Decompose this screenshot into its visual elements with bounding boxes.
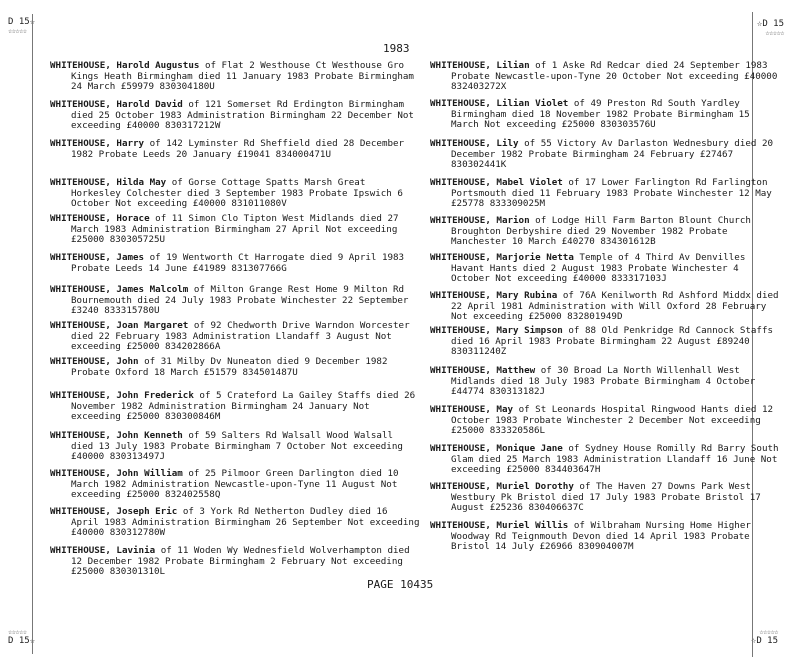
entry-given-names: John bbox=[116, 356, 139, 367]
entry-given-names: Joan Margaret bbox=[116, 320, 189, 331]
entry-surname: WHITEHOUSE, bbox=[430, 481, 491, 492]
entry-given-names: Lily bbox=[496, 138, 519, 149]
probate-entry bbox=[430, 99, 782, 131]
entry-given-names: Monique Jane bbox=[496, 443, 563, 454]
probate-entry bbox=[50, 61, 420, 93]
entry-details: of 11 Simon Clo Tipton West Midlands died 27 March 1983 Administration Birmingham 27 April Not exceeding £25000 830305725U bbox=[71, 213, 399, 245]
entry-details: of 142 Lyminster Rd Sheffield died 28 December 1982 Probate Leeds 20 January £19041 834000471U bbox=[71, 138, 405, 160]
probate-entry bbox=[430, 366, 782, 398]
entry-details: of 31 Milby Dv Nuneaton died 9 December 1982 Probate Oxford 18 March £51579 834501487U bbox=[71, 356, 388, 378]
entry-surname: WHITEHOUSE, bbox=[50, 468, 111, 479]
probate-entry bbox=[50, 357, 420, 378]
entry-given-names: Harold Augustus bbox=[116, 60, 200, 71]
entry-details: of 5 Crateford La Gailey Staffs died 26 November 1982 Administration Birmingham 24 January Not exceeding £25000 830300846M bbox=[71, 390, 416, 422]
entry-surname: WHITEHOUSE, bbox=[50, 177, 111, 188]
entry-details: of Lodge Hill Farm Barton Blount Church Broughton Derbyshire died 29 November 1982 Probate Manchester 10 March £40270 834301612B bbox=[451, 215, 751, 247]
entry-given-names: Matthew bbox=[496, 365, 536, 376]
probate-entry bbox=[50, 507, 420, 539]
entry-surname: WHITEHOUSE, bbox=[50, 390, 111, 401]
probate-entry bbox=[50, 469, 420, 501]
probate-entry bbox=[430, 139, 782, 171]
probate-entry bbox=[50, 285, 420, 317]
probate-entry bbox=[430, 291, 782, 323]
entry-surname: WHITEHOUSE, bbox=[430, 290, 491, 301]
entry-given-names: Lavinia bbox=[116, 545, 156, 556]
entry-details: of 59 Salters Rd Walsall Wood Walsall died 13 July 1983 Probate Birmingham 7 October Not exceeding £40000 830313497J bbox=[71, 430, 403, 462]
entry-details: of 3 York Rd Netherton Dudley died 16 April 1983 Administration Birmingham 26 September Not exceeding £40000 830312780W bbox=[71, 506, 420, 538]
entry-surname: WHITEHOUSE, bbox=[50, 99, 111, 110]
entry-details: of 19 Wentworth Ct Harrogate died 9 April 1983 Probate Leeds 14 June £41989 831307766G bbox=[71, 252, 405, 274]
entry-details: of 1 Aske Rd Redcar died 24 September 1983 Probate Newcastle-upon-Tyne 20 October Not exceeding £40000 832403272X bbox=[451, 60, 778, 92]
corner-mark-top-right bbox=[757, 20, 784, 38]
entry-details: of Wilbraham Nursing Home Higher Woodway Rd Teignmouth Devon died 14 April 1983 Probate Bristol 14 July £26966 830904007M bbox=[451, 520, 751, 552]
probate-entry bbox=[430, 61, 782, 93]
page-edge-rule-left bbox=[32, 14, 33, 654]
entry-surname: WHITEHOUSE, bbox=[430, 252, 491, 263]
entry-details: of St Leonards Hospital Ringwood Hants died 12 October 1983 Probate Winchester 2 December Not exceeding £25000 833320586L bbox=[451, 404, 774, 436]
corner-stars: ☆☆☆☆☆ bbox=[765, 29, 784, 37]
entry-given-names: Muriel Dorothy bbox=[496, 481, 574, 492]
entry-surname: WHITEHOUSE, bbox=[50, 506, 111, 517]
probate-entry bbox=[50, 321, 420, 353]
probate-entry bbox=[430, 216, 782, 248]
probate-entry bbox=[430, 326, 782, 358]
probate-entry bbox=[50, 100, 420, 132]
entry-surname: WHITEHOUSE, bbox=[50, 320, 111, 331]
entry-surname: WHITEHOUSE, bbox=[430, 404, 491, 415]
probate-entry bbox=[50, 178, 420, 210]
corner-code: ☆D 15 bbox=[750, 636, 778, 646]
entry-surname: WHITEHOUSE, bbox=[430, 177, 491, 188]
probate-entry bbox=[50, 391, 420, 423]
entry-given-names: Marjorie Netta bbox=[496, 252, 574, 263]
corner-mark-bottom-right bbox=[751, 628, 778, 646]
entry-surname: WHITEHOUSE, bbox=[50, 430, 111, 441]
entry-surname: WHITEHOUSE, bbox=[430, 98, 491, 109]
entry-given-names: Hilda May bbox=[116, 177, 167, 188]
corner-stars: ☆☆☆☆☆ bbox=[8, 628, 27, 636]
entry-details: of 88 Old Penkridge Rd Cannock Staffs died 16 April 1983 Probate Birmingham 22 August £89240 830311240Z bbox=[451, 325, 774, 357]
entry-surname: WHITEHOUSE, bbox=[430, 60, 491, 71]
entry-surname: WHITEHOUSE, bbox=[50, 213, 111, 224]
corner-code: D 15☆ bbox=[8, 17, 36, 27]
entry-surname: WHITEHOUSE, bbox=[50, 284, 111, 295]
entry-details: of Flat 2 Westhouse Ct Westhouse Gro Kings Heath Birmingham died 11 January 1983 Probate Birmingham 24 March £59979 830304180U bbox=[71, 60, 414, 92]
probate-entry bbox=[50, 253, 420, 274]
corner-code: ☆D 15 bbox=[756, 19, 784, 29]
page-number: PAGE 10435 bbox=[367, 578, 434, 591]
entry-surname: WHITEHOUSE, bbox=[50, 138, 111, 149]
probate-entry bbox=[50, 214, 420, 246]
entry-given-names: Muriel Willis bbox=[496, 520, 569, 531]
entry-given-names: John Kenneth bbox=[116, 430, 183, 441]
entry-given-names: Horace bbox=[116, 213, 150, 224]
probate-entry bbox=[430, 521, 782, 553]
probate-entry bbox=[430, 178, 782, 210]
entry-details: of 49 Preston Rd South Yardley Birmingham died 18 November 1982 Probate Birmingham 15 March Not exceeding £25000 830303576U bbox=[451, 98, 750, 130]
entry-given-names: John William bbox=[116, 468, 183, 479]
entry-surname: WHITEHOUSE, bbox=[50, 252, 111, 263]
entry-given-names: Mary Simpson bbox=[496, 325, 563, 336]
entry-surname: WHITEHOUSE, bbox=[430, 520, 491, 531]
entry-details: of 30 Broad La North Willenhall West Midlands died 18 July 1983 Probate Birmingham 4 October £44774 830313182J bbox=[451, 365, 756, 397]
entry-surname: WHITEHOUSE, bbox=[430, 215, 491, 226]
entry-surname: WHITEHOUSE, bbox=[430, 443, 491, 454]
probate-entry bbox=[50, 431, 420, 463]
entry-surname: WHITEHOUSE, bbox=[430, 365, 491, 376]
entry-details: of 55 Victory Av Darlaston Wednesbury died 20 December 1982 Probate Birmingham 24 February £27467 830302441K bbox=[451, 138, 774, 170]
entry-surname: WHITEHOUSE, bbox=[430, 138, 491, 149]
entry-details: Temple of 4 Third Av Denvilles Havant Hants died 2 August 1983 Probate Winchester 4 October Not exceeding £40000 833317103J bbox=[451, 252, 746, 284]
entry-details: of The Haven 27 Downs Park West Westbury Pk Bristol died 17 July 1983 Probate Bristol 17 August £25236 830406637C bbox=[451, 481, 761, 513]
entry-given-names: Marion bbox=[496, 215, 530, 226]
entry-surname: WHITEHOUSE, bbox=[50, 356, 111, 367]
entry-details: of 17 Lower Farlington Rd Farlington Portsmouth died 11 February 1983 Probate Winchester 12 May £25778 833309025M bbox=[451, 177, 772, 209]
entry-details: of Sydney House Romilly Rd Barry South Glam died 25 March 1983 Administration Llandaff 16 June Not exceeding £25000 834403647H bbox=[451, 443, 779, 475]
corner-stars: ☆☆☆☆☆ bbox=[8, 27, 27, 35]
corner-code: D 15☆ bbox=[8, 636, 36, 646]
entry-given-names: Mabel Violet bbox=[496, 177, 563, 188]
entry-surname: WHITEHOUSE, bbox=[430, 325, 491, 336]
entry-given-names: Lilian bbox=[496, 60, 530, 71]
entry-details: of 92 Chedworth Drive Warndon Worcester died 22 February 1983 Administration Llandaff 3 August Not exceeding £25000 834202866A bbox=[71, 320, 410, 352]
probate-entry bbox=[430, 253, 782, 285]
probate-entry bbox=[430, 405, 782, 437]
entry-details: of 25 Pilmoor Green Darlington died 10 March 1982 Administration Newcastle-upon-Tyne 11 August Not exceeding £25000 832402558Q bbox=[71, 468, 399, 500]
entry-given-names: Mary Rubina bbox=[496, 290, 558, 301]
probate-entry bbox=[50, 546, 420, 578]
entry-surname: WHITEHOUSE, bbox=[50, 545, 111, 556]
entry-given-names: James bbox=[116, 252, 145, 263]
corner-stars: ☆☆☆☆☆ bbox=[759, 628, 778, 636]
entry-details: of 121 Somerset Rd Erdington Birmingham died 25 October 1983 Administration Birmingham 22 December Not exceeding £40000 830317212W bbox=[71, 99, 414, 131]
entry-given-names: Harold David bbox=[116, 99, 183, 110]
entry-given-names: Harry bbox=[116, 138, 145, 149]
entry-given-names: Lilian Violet bbox=[496, 98, 569, 109]
entry-given-names: James Malcolm bbox=[116, 284, 189, 295]
page-year-heading: 1983 bbox=[383, 42, 410, 55]
entry-details: of Gorse Cottage Spatts Marsh Great Horkesley Colchester died 3 September 1983 Probate Ipswich 6 October Not exceeding £40000 831011080V bbox=[71, 177, 403, 209]
entry-given-names: Joseph Eric bbox=[116, 506, 178, 517]
probate-entry bbox=[50, 139, 420, 160]
probate-entry bbox=[430, 444, 782, 476]
entry-given-names: John Frederick bbox=[116, 390, 194, 401]
entry-details: of 76A Kenilworth Rd Ashford Middx died 22 April 1981 Administration with Will Oxford 28 February Not exceeding £25000 832801949D bbox=[451, 290, 779, 322]
entry-surname: WHITEHOUSE, bbox=[50, 60, 111, 71]
probate-entry bbox=[430, 482, 782, 514]
entry-details: of Milton Grange Rest Home 9 Milton Rd Bournemouth died 24 July 1983 Probate Winchester 22 September £3240 833315780U bbox=[71, 284, 409, 316]
entry-details: of 11 Woden Wy Wednesfield Wolverhampton died 12 December 1982 Probate Birmingham 2 February Not exceeding £25000 830301310L bbox=[71, 545, 410, 577]
entry-given-names: May bbox=[496, 404, 514, 415]
